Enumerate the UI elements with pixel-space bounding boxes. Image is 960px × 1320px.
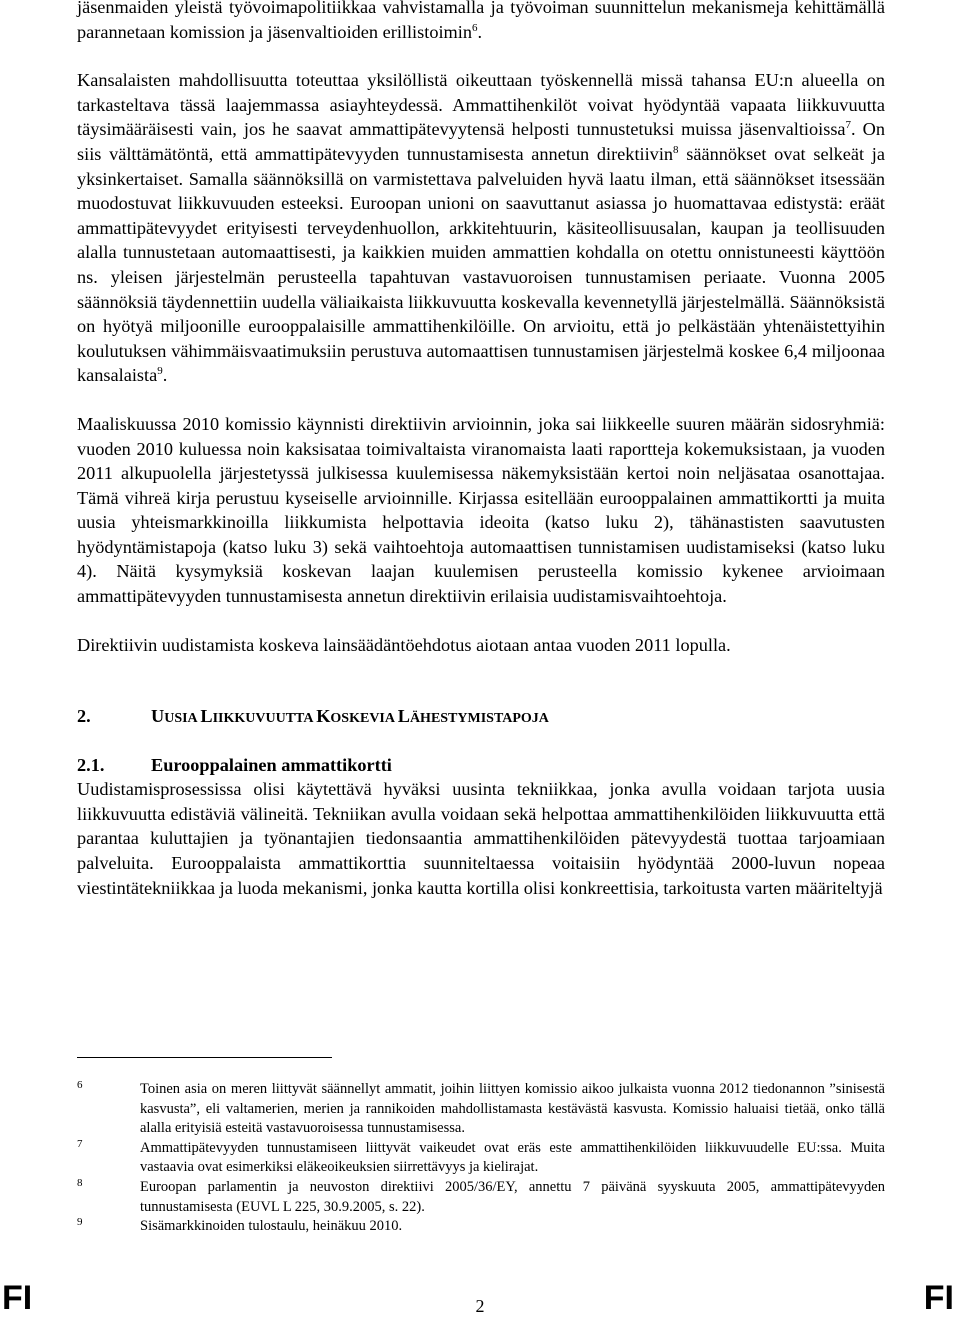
paragraph-4: Direktiivin uudistamista koskeva lainsäädäntöehdotus aiotaan antaa vuoden 2011 lopulla. bbox=[77, 634, 731, 655]
footnote bbox=[77, 1139, 885, 1178]
paragraph-3: Maaliskuussa 2010 komissio käynnisti direktiivin arvioinnin, joka sai liikkeelle suuren määrän sidosryhmiä: vuoden 2010 kuluessa noin kaksisataa toimivaltaista viranomaista laati raportteja kokemuksistaan, ja vuoden 2011 alkupuolella järjestetyssä julkisessa kuulemisessa näkemyksistään kertoi noin neljäsataa osanottajaa. Tämä vihreä kirja perustuu kyseiselle arvioinnille. Kirjassa esitellään eurooppalainen ammattikortti ja muita uusia yhteismarkkinoilla liikkumista helpottavia ideoita (katso luku 2), tähänastisten saavutusten hyödyntämistapoja (katso luku 3) sekä vaihtoehtoja automaattisen tunnistamisen uudistamiseksi (katso luku 4). Näitä kysymyksiä koskevan laajan kuulemisen perusteella komissio kykenee arvioimaan ammattipätevyyden tunnustamisesta annetun direktiivin erilaisia uudistamisvaihtoehtoja. bbox=[77, 413, 885, 607]
paragraph-5: Uudistamisprosessissa olisi käytettävä hyväksi uusinta tekniikkaa, jonka avulla voidaan tarjota uusia liikkuvuutta edistäviä välineitä. Tekniikan avulla voidaan sekä helpottaa ammattihenkilöiden liikkuvuutta että parantaa kuluttajien ja työnantajien tiedonsaantia ammattihenkilöiden pätevyydestä tuottaa tarjoamiaan palveluita. Eurooppalaista ammattikorttia suunniteltaessa voitaisiin hyödyntää 2000-luvun nopeaa viestintätekniikkaa ja luoda mekanismi, jonka kautta kortilla olisi konkreettisia, tarkoitusta varten määriteltyjä bbox=[77, 779, 885, 898]
footnote-number: 7 bbox=[77, 1137, 83, 1150]
footnote-ref-9[interactable]: 9 bbox=[157, 365, 163, 378]
language-code-right: FI bbox=[923, 1279, 954, 1317]
section-title: UUSIA LIIKKUVUUTTA KOSKEVIA LÄHESTYMISTAPOJA bbox=[151, 706, 549, 727]
footnote-text: Toinen asia on meren liittyvät säännellyt ammatit, joihin liittyen komissio aikoo julkaista vuonna 2012 tiedonannon ”sinisestä kasvusta”, eli valtamerien, merien ja rannikoiden mahdollistamasta kestävästä kasvusta. Komissio haluaisi tietää, onko tällä alalla erityisiä esteitä vastavuoroisessa tunnustamisessa. bbox=[140, 1081, 885, 1137]
footnote-number: 8 bbox=[77, 1176, 83, 1189]
footnote-ref-7[interactable]: 7 bbox=[845, 119, 852, 132]
section-heading-2 bbox=[77, 704, 885, 731]
subsection-heading-2-1 bbox=[77, 753, 885, 777]
footnote bbox=[77, 1217, 885, 1237]
paragraph-1: jäsenmaiden yleistä työvoimapolitiikkaa vahvistamalla ja työvoiman suunnittelun mekanismeja kehittämällä parannetaan komission ja jäsenvaltioiden erillistoimin$^6$. bbox=[77, 0, 885, 42]
footnote bbox=[77, 1178, 885, 1217]
language-code-left: FI bbox=[2, 1279, 33, 1317]
section-number: 2. bbox=[77, 706, 91, 727]
document-body bbox=[77, 0, 885, 900]
subsection-title: Eurooppalainen ammattikortti bbox=[151, 755, 392, 776]
page-number: 2 bbox=[475, 1296, 485, 1316]
paragraph-2: Kansalaisten mahdollisuutta toteuttaa yksilöllistä oikeuttaan työskennellä missä tahansa EU:n alueella on tarkasteltava tässä laajemmassa asiayhteydessä. Ammattihenkilöt voivat hyödyntää vapaata liikkuvuutta täysimääräisesti vain, jos he saavat ammattipätevyytensä helposti tunnustetuksi muissa jäsenvaltioissa$^7$. On siis välttämätöntä, että ammattipätevyyden tunnustamisesta annetun direktiivin$^8$ säännökset ovat selkeät ja yksinkertaiset. Samalla säännöksillä on varmistettava palveluiden hyvä laatu ilman, että säännökset itsessään muodostuvat liikkuvuuden esteeksi. Euroopan unioni on saavuttanut asiassa jo huomattavaa edistystä: eräät ammattipätevyydet erityisesti terveydenhuollon, arkkitehtuurin, käsiteollisuusalan, kaupan ja teollisuuden alalla tunnustetaan automaattisesti, ja kaikkien muiden ammattien kohdalla on otettu onnistuneesti käyttöön ns. yleisen järjestelmän perusteella tapahtuvan vastavuoroisen tunnustamisen periaate. Vuonna 2005 säännöksiä täydennettiin uudella väliaikaista liikkuvuutta koskevalla kevennetyllä järjestelmällä. Säännöksistä on hyötyä miljoonille eurooppalaisille ammattihenkilöille. On arvioitu, että jo pelkästään yhtenäistettyihin koulutuksen vähimmäisvaatimuksiin perustuva automaattisen tunnustamisen järjestelmä koskee 6,4 miljoonaa kansalaista$^9$. bbox=[77, 70, 885, 386]
footnote-text: Euroopan parlamentin ja neuvoston direktiivi 2005/36/EY, annettu 7 päivänä syyskuuta 2005, ammattipätevyyden tunnustamisesta (EUVL L 225, 30.9.2005, s. 22). bbox=[140, 1178, 885, 1215]
footnotes bbox=[77, 1080, 885, 1237]
footnote-text: Ammattipätevyyden tunnustamiseen liittyvät vaikeudet ovat eräs este ammattihenkilöiden liikkuvuudelle EU:ssa. Muita vastaavia ovat esimerkiksi eläkeoikeuksien siirrettävyys ja kielirajat. bbox=[140, 1139, 885, 1176]
footnote-text: Sisämarkkinoiden tulostaulu, heinäkuu 2010. bbox=[140, 1218, 403, 1235]
subsection-number: 2.1. bbox=[77, 755, 105, 776]
footnote-ref-8[interactable]: 8 bbox=[673, 143, 679, 156]
footnote-number: 6 bbox=[77, 1079, 83, 1091]
footnote-ref-6[interactable]: 6 bbox=[471, 21, 478, 34]
footnote bbox=[77, 1080, 885, 1139]
footnote-number: 9 bbox=[77, 1216, 83, 1229]
footnote-separator bbox=[77, 1057, 332, 1058]
